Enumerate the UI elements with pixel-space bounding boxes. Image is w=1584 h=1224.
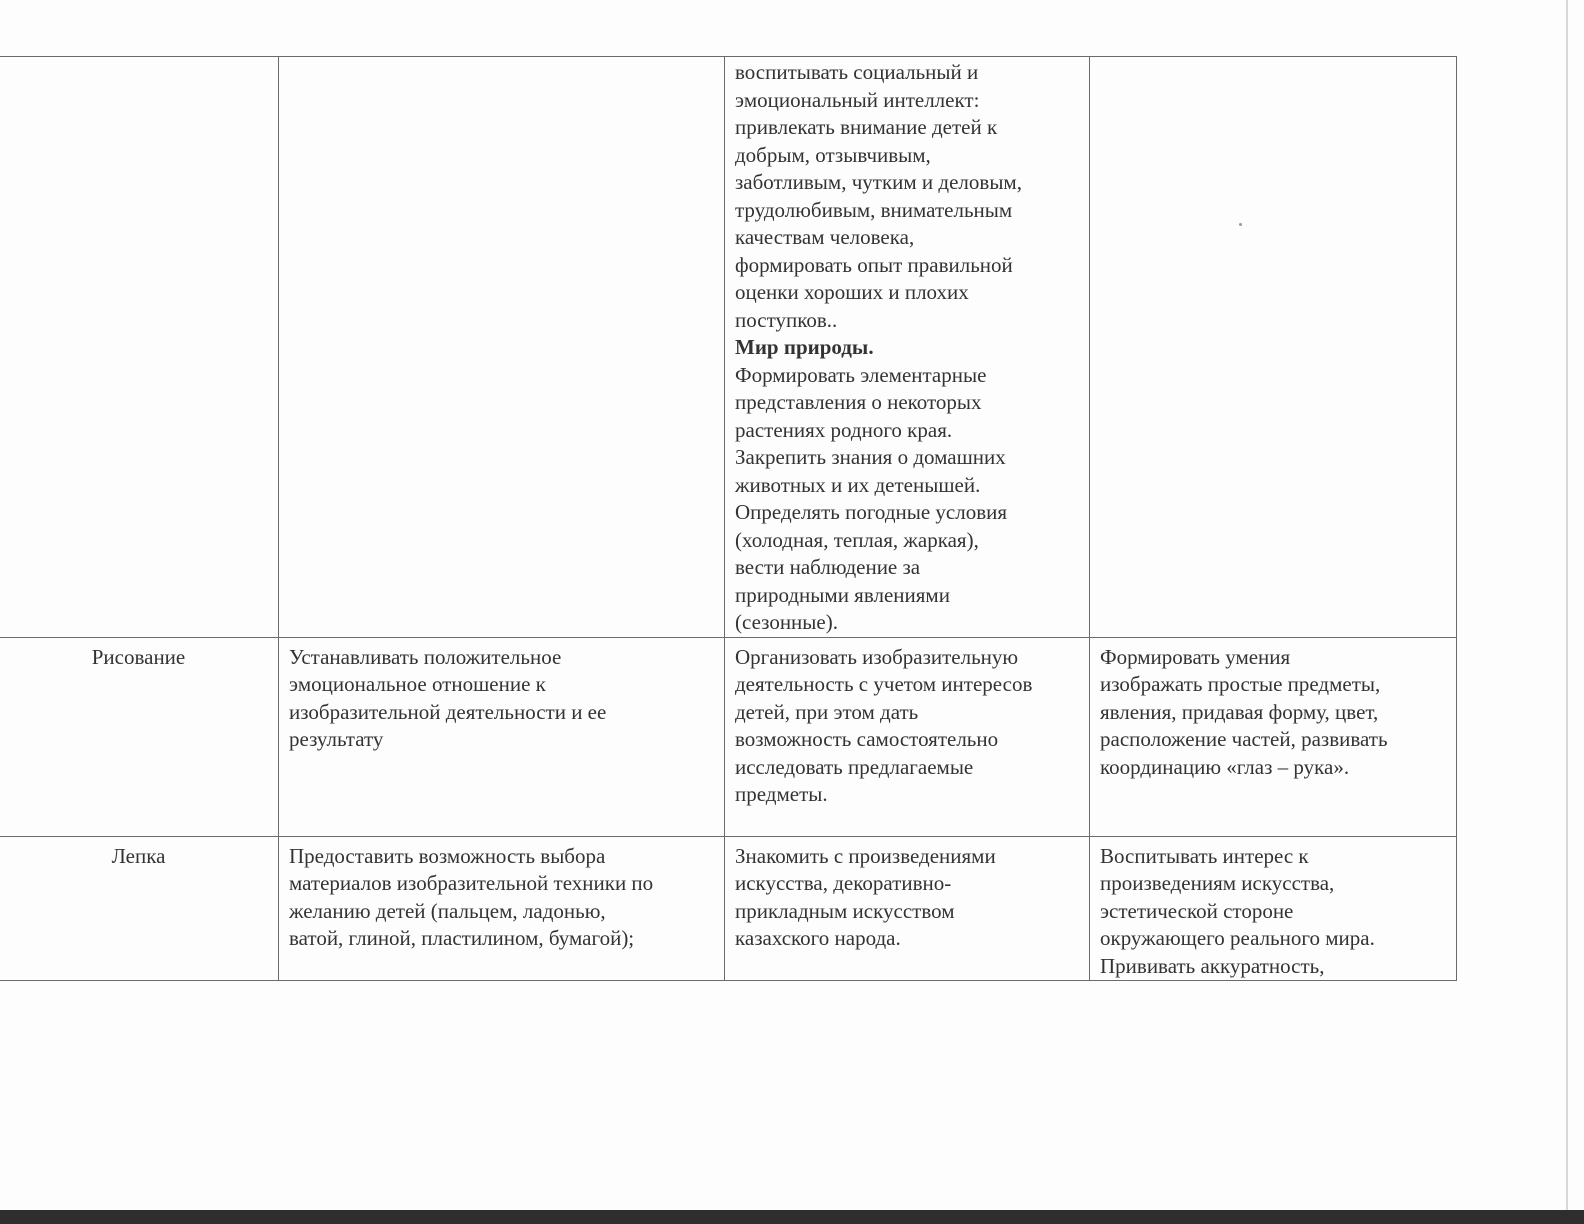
- text-line: эмоциональный интеллект:: [735, 87, 980, 112]
- text-line: поступков..: [735, 307, 838, 332]
- text-line: ватой, глиной, пластилином, бумагой);: [289, 926, 635, 950]
- text-line: казахского народа.: [735, 926, 901, 950]
- row1-col3-text-a: [735, 59, 1079, 334]
- row1-col4-cell: [1090, 57, 1457, 638]
- row1-col1-cell: [0, 57, 279, 638]
- text-line: произведениям искусства,: [1100, 871, 1335, 895]
- text-line: окружающего реального мира.: [1100, 926, 1375, 950]
- row3-col3-cell: [725, 836, 1090, 981]
- text-line: Предоставить возможность выбора: [289, 843, 606, 868]
- row1-col2-cell: [279, 57, 725, 638]
- text-line: Определять погодные условия: [735, 500, 1008, 524]
- text-line: эстетической стороне: [1100, 898, 1294, 923]
- text-line: расположение частей, развивать: [1100, 727, 1388, 751]
- text-line: координацию «глаз – рука».: [1100, 754, 1350, 779]
- text-line: желанию детей (пальцем, ладонью,: [289, 898, 606, 923]
- text-line: прикладным искусством: [735, 898, 955, 923]
- text-line: результату: [289, 727, 384, 751]
- text-line: предметы.: [735, 782, 828, 806]
- curriculum-table: [0, 56, 1457, 981]
- table-row: [0, 57, 1457, 638]
- row1-col3-cell: [725, 57, 1090, 638]
- text-line: Формировать элементарные: [735, 362, 987, 387]
- text-line: деятельность с учетом интересов: [735, 672, 1033, 696]
- text-line: Закрепить знания о домашних: [735, 445, 1006, 469]
- text-line: животных и их детенышей.: [735, 472, 981, 497]
- text-line: Знакомить с произведениями: [735, 843, 996, 868]
- text-line: трудолюбивым, внимательным: [735, 197, 1013, 222]
- text-line: явления, придавая форму, цвет,: [1100, 699, 1379, 724]
- row3-col4-cell: [1090, 836, 1457, 981]
- scan-edge-right: [1566, 0, 1568, 1210]
- text-line: (холодная, теплая, жаркая),: [735, 527, 979, 552]
- scan-edge-bottom: [0, 1210, 1584, 1224]
- text-line: заботливым, чутким и деловым,: [735, 170, 1022, 194]
- text-line: природными явлениями: [735, 582, 950, 607]
- text-line: формировать опыт правильной: [735, 252, 1013, 277]
- text-line: эмоциональное отношение к: [289, 672, 546, 696]
- table-row: [0, 637, 1457, 836]
- text-line: Организовать изобразительную: [735, 644, 1019, 669]
- row-label-modeling: Лепка: [0, 836, 279, 981]
- text-line: растениях родного края.: [735, 417, 953, 442]
- text-line: Прививать аккуратность,: [1100, 953, 1325, 978]
- row2-col4-cell: [1090, 637, 1457, 836]
- text-line: искусства, декоративно-: [735, 871, 952, 895]
- row1-col3-text-b: [735, 362, 1079, 637]
- text-line: качествам человека,: [735, 225, 915, 249]
- text-line: возможность самостоятельно: [735, 727, 999, 751]
- text-line: детей, при этом дать: [735, 699, 919, 724]
- text-line: исследовать предлагаемые: [735, 754, 974, 779]
- text-line: материалов изобразительной техники по: [289, 871, 654, 895]
- text-line: Устанавливать положительное: [289, 644, 562, 669]
- text-line: изобразительной деятельности и ее: [289, 699, 607, 724]
- row-label-drawing: Рисование: [0, 637, 279, 836]
- text-line: привлекать внимание детей к: [735, 115, 998, 139]
- section-heading-nature: Мир природы.: [735, 335, 874, 359]
- text-line: Формировать умения: [1100, 644, 1291, 669]
- text-line: представления о некоторых: [735, 390, 982, 414]
- row2-col2-cell: [279, 637, 725, 836]
- text-line: изображать простые предметы,: [1100, 672, 1381, 696]
- table-row: [0, 836, 1457, 981]
- row3-col2-cell: [279, 836, 725, 981]
- text-line: добрым, отзывчивым,: [735, 142, 931, 167]
- text-line: (сезонные).: [735, 610, 838, 634]
- text-line: Воспитывать интерес к: [1100, 843, 1309, 868]
- text-line: вести наблюдение за: [735, 555, 921, 579]
- row2-col3-cell: [725, 637, 1090, 836]
- text-line: воспитывать социальный и: [735, 60, 979, 84]
- text-line: оценки хороших и плохих: [735, 280, 969, 304]
